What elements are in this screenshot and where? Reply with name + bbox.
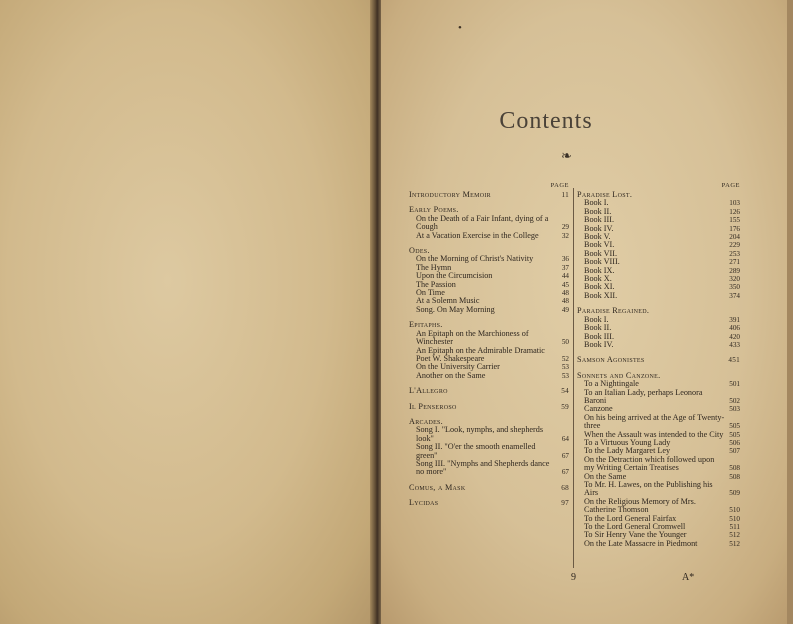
entry-page-number: 48 [561, 289, 569, 298]
entry-title: Book XII. [584, 290, 618, 300]
entry-page-number: 37 [561, 263, 569, 272]
entry-page-number: 505 [729, 422, 740, 431]
entry-title: Book I. [584, 198, 609, 208]
contents-entry [409, 347, 569, 364]
entry-title: Odes. [409, 246, 430, 256]
contents-entry [409, 232, 569, 240]
page-title: Contents [499, 108, 593, 134]
entry-title: On the Religious Memory of Mrs. Catherine Thomson [584, 496, 696, 515]
contents-entry [577, 481, 740, 498]
entry-page-number: 271 [729, 258, 740, 267]
left-page [0, 0, 373, 624]
entry-page-number: 391 [729, 315, 740, 324]
contents-entry [409, 372, 569, 380]
entry-page-number: 176 [729, 224, 740, 233]
entry-page-number: 126 [729, 207, 740, 216]
entry-page-number: 406 [729, 324, 740, 333]
entry-title: Song III. "Nymphs and Shepherds dance no more" [416, 458, 550, 477]
entry-title: To the Lady Margaret Ley [584, 446, 671, 456]
entry-page-number: 59 [561, 402, 569, 411]
entry-title: Book VII. [584, 248, 618, 258]
entry-page-number: 11 [561, 191, 569, 199]
entry-page-number: 53 [561, 371, 569, 380]
signature-letter: A* [682, 572, 695, 583]
entry-page-number: 229 [729, 241, 740, 250]
entry-page-number: 67 [561, 468, 569, 477]
contents-section-heading [409, 499, 569, 507]
contents-entry [409, 215, 569, 232]
entry-title: Song. On May Morning [416, 304, 495, 314]
entry-page-number: 48 [561, 297, 569, 306]
entry-title: To a Nightingale [584, 379, 639, 389]
contents-right-column [577, 182, 740, 548]
entry-page-number: 53 [561, 363, 569, 372]
entry-title: On the University Carrier [416, 362, 500, 372]
entry-title: Paradise Lost. [577, 190, 633, 199]
entry-page-number: 512 [729, 531, 740, 540]
entry-page-number: 508 [729, 472, 740, 481]
entry-page-number: 374 [729, 291, 740, 300]
contents-entry [577, 540, 740, 548]
entry-title: Book VI. [584, 240, 615, 250]
entry-title: Book IX. [584, 265, 615, 275]
entry-page-number: 510 [729, 506, 740, 515]
contents-entry [577, 456, 740, 473]
entry-page-number: 44 [561, 272, 569, 281]
entry-title: To the Lord General Cromwell [584, 522, 686, 532]
entry-title: Il Penseroso [409, 401, 457, 411]
page-edge [787, 0, 793, 624]
contents-entry [577, 341, 740, 349]
entry-title: The Hymn [416, 262, 452, 272]
page-column-label: PAGE [550, 182, 569, 189]
entry-title: Arcades. [409, 416, 444, 426]
entry-page-number: 68 [561, 483, 569, 492]
entry-page-number: 420 [729, 332, 740, 341]
entry-title: At a Vacation Exercise in the College [416, 230, 539, 240]
entry-page-number: 155 [729, 216, 740, 225]
entry-page-number: 29 [561, 223, 569, 232]
spacer [409, 240, 569, 247]
contents-section-heading [409, 191, 569, 199]
entry-title: On the Death of a Fair Infant, dying of a Cough [416, 213, 549, 232]
contents-entry [577, 498, 740, 515]
entry-title: Samson Agonistes [577, 355, 645, 365]
entry-title: Book III. [584, 215, 615, 225]
entry-page-number: 320 [729, 275, 740, 284]
entry-title: Book XI. [584, 282, 615, 292]
contents-entry [409, 460, 569, 477]
entry-title: Lycidas [409, 498, 439, 508]
entry-page-number: 253 [729, 249, 740, 258]
entry-title: Book II. [584, 323, 612, 333]
entry-title: Song II. "O'er the smooth enamelled green" [416, 442, 536, 460]
entry-title: On the Same [584, 471, 627, 481]
signature-mark: 9 [571, 572, 576, 583]
entry-title: When the Assault was intended to the City [584, 429, 724, 439]
entry-title: An Epitaph on the Admirable Dramatic Poet W. Shakespeare [416, 345, 545, 363]
entry-title: Book VIII. [584, 257, 620, 267]
entry-title: On the Late Massacre in Piedmont [584, 538, 698, 548]
entry-title: To a Virtuous Young Lady [584, 437, 671, 447]
entry-title: Epitaphs. [409, 320, 443, 330]
entry-title: An Epitaph on the Marchioness of Winchester [416, 328, 529, 347]
entry-page-number: 32 [561, 231, 569, 240]
contents-entry [577, 414, 740, 431]
entry-title: At a Solemn Music [416, 296, 480, 306]
entry-title: Early Poems. [409, 205, 459, 215]
column-divider [573, 188, 574, 568]
entry-title: Song I. "Look, nymphs, and shepherds look" [416, 425, 544, 443]
entry-page-number: 289 [729, 266, 740, 275]
entry-title: On Time [416, 288, 445, 298]
entry-title: Book II. [584, 206, 612, 216]
contents-entry [409, 443, 569, 460]
entry-title: On the Morning of Christ's Nativity [416, 254, 534, 264]
contents-left-column [409, 182, 569, 508]
contents-entry [577, 292, 740, 300]
fleuron-ornament-icon: ❧ [561, 148, 572, 163]
entry-page-number: 50 [561, 338, 569, 347]
entry-page-number: 509 [729, 489, 740, 498]
entry-page-number: 67 [561, 451, 569, 460]
entry-title: Book V. [584, 232, 611, 242]
entry-page-number: 505 [729, 430, 740, 439]
entry-title: Sonnets and Canzone. [577, 370, 661, 380]
entry-page-number: 506 [729, 438, 740, 447]
entry-page-number: 512 [729, 539, 740, 548]
entry-page-number: 511 [729, 523, 740, 532]
entry-title: To Sir Henry Vane the Younger [584, 530, 687, 540]
contents-section-heading [409, 387, 569, 395]
entry-title: To Mr. H. Lawes, on the Publishing his Airs [584, 480, 713, 498]
entry-title: Comus, a Mask [409, 482, 466, 492]
entry-page-number: 501 [729, 380, 740, 389]
entry-page-number: 508 [729, 464, 740, 473]
entry-title: Introductory Memoir [409, 190, 491, 199]
entry-page-number: 433 [729, 340, 740, 349]
entry-page-number: 49 [561, 305, 569, 314]
entry-page-number: 510 [729, 514, 740, 523]
entry-title: Paradise Regained. [577, 306, 650, 316]
entry-title: Canzone [584, 404, 613, 414]
entry-title: On his being arrived at the Age of Twenty-three [584, 412, 725, 431]
entry-page-number: 502 [729, 396, 740, 405]
entry-page-number: 97 [561, 499, 569, 508]
entry-page-number: 52 [561, 354, 569, 363]
entry-title: Book I. [584, 314, 609, 324]
contents-entry [409, 306, 569, 314]
entry-page-number: 54 [561, 387, 569, 396]
entry-page-number: 45 [561, 280, 569, 289]
entry-page-number: 503 [729, 405, 740, 414]
entry-page-number: 507 [729, 447, 740, 456]
entry-title: The Passion [416, 279, 456, 289]
entry-title: Book III. [584, 331, 615, 341]
entry-title: L'Allegro [409, 386, 448, 396]
contents-entry [409, 330, 569, 347]
entry-page-number: 350 [729, 283, 740, 292]
entry-title: Book X. [584, 274, 612, 284]
contents-entry [409, 426, 569, 443]
entry-title: To the Lord General Fairfax [584, 513, 677, 523]
entry-page-number: 36 [561, 255, 569, 264]
entry-title: On the Detraction which followed upon my Writing Certain Treatises [584, 454, 715, 473]
entry-title: Book IV. [584, 223, 614, 233]
entry-page-number: 103 [729, 199, 740, 208]
contents-section-heading [577, 356, 740, 364]
entry-title: To an Italian Lady, perhaps Leonora Baroni [584, 387, 703, 405]
contents-section-heading [409, 484, 569, 492]
contents-entry [577, 389, 740, 406]
entry-title: Upon the Circumcision [416, 271, 493, 281]
contents-section-heading [409, 403, 569, 411]
entry-title: Another on the Same [416, 370, 486, 380]
entry-title: Book IV. [584, 339, 614, 349]
top-mark: • [458, 22, 463, 34]
entry-page-number: 204 [729, 233, 740, 242]
entry-page-number: 451 [728, 356, 740, 365]
entry-page-number: 64 [561, 434, 569, 443]
page-column-label: PAGE [721, 182, 740, 189]
